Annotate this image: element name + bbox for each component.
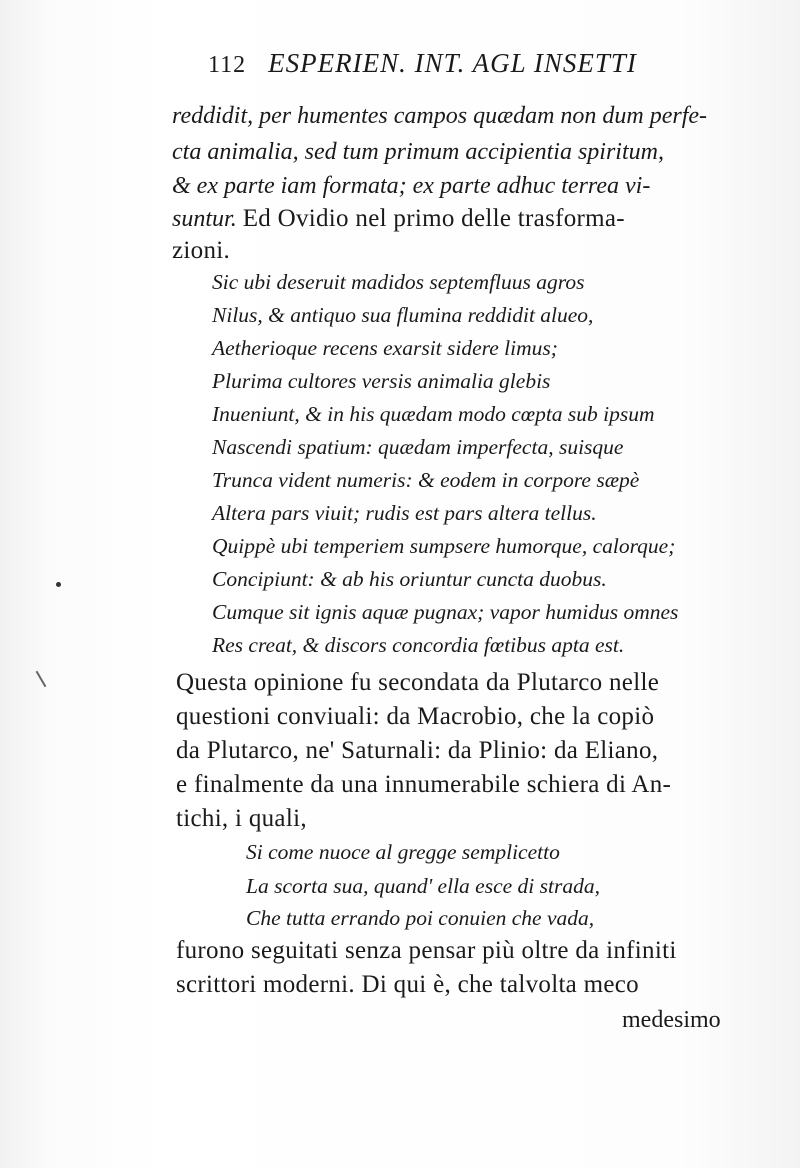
verse-line: Si come nuoce al gregge semplicetto	[246, 840, 560, 864]
verse-line: Res creat, & discors concordia fœtibus apta est.	[212, 633, 625, 657]
text-line: reddidit, per humentes campos quædam non dum perfe-	[172, 103, 708, 129]
text-line: da Plutarco, ne' Saturnali: da Plinio: da Eliano,	[176, 737, 659, 764]
italian-fragment: Ed Ovidio nel primo delle trasforma-	[242, 205, 625, 232]
latin-fragment: suntur.	[172, 206, 237, 232]
verse-line: La scorta sua, quand' ella esce di strada,	[246, 874, 600, 898]
text-line: cta animalia, sed tum primum accipientia spiritum,	[172, 139, 664, 165]
verse-line: Concipiunt: & ab his oriuntur cuncta duobus.	[212, 567, 607, 591]
verse-line: Aetherioque recens exarsit sidere limus;	[212, 336, 558, 360]
page-number: 112	[208, 52, 247, 78]
running-header	[208, 48, 637, 79]
verse-line: Cumque sit ignis aquæ pugnax; vapor humidus omnes	[212, 600, 679, 624]
text-line: e finalmente da una innumerabile schiera di An-	[176, 771, 672, 798]
text-line: Questa opinione fu secondata da Plutarco nelle	[176, 669, 660, 696]
verse-line: Che tutta errando poi conuien che vada,	[246, 906, 595, 930]
verse-line: Trunca vident numeris: & eodem in corpore sæpè	[212, 468, 640, 492]
text-line-mixed	[172, 206, 625, 231]
margin-stroke	[36, 671, 47, 688]
verse-line: Plurima cultores versis animalia glebis	[212, 369, 551, 393]
verse-line: Nilus, & antiquo sua flumina reddidit alueo,	[212, 303, 594, 327]
text-line: tichi, i quali,	[176, 805, 307, 832]
verse-line: Nascendi spatium: quædam imperfecta, suisque	[212, 435, 624, 459]
text-line: furono seguitati senza pensar più oltre da infiniti	[176, 937, 677, 964]
running-title: ESPERIEN. INT. AGL INSETTI	[268, 48, 637, 78]
text-line: scrittori moderni. Di qui è, che talvolta meco	[176, 971, 639, 998]
margin-dot	[56, 582, 61, 587]
verse-line: Altera pars viuit; rudis est pars altera tellus.	[212, 501, 597, 525]
catchword: medesimo	[622, 1007, 721, 1033]
verse-line: Quippè ubi temperiem sumpsere humorque, calorque;	[212, 534, 676, 558]
verse-line: Inueniunt, & in his quædam modo cœpta sub ipsum	[212, 402, 655, 426]
verse-line: Sic ubi deseruit madidos septemfluus agros	[212, 270, 585, 294]
text-line: & ex parte iam formata; ex parte adhuc terrea vi-	[172, 173, 651, 199]
text-line: zioni.	[172, 237, 231, 264]
text-line: questioni conviuali: da Macrobio, che la copiò	[176, 703, 655, 730]
